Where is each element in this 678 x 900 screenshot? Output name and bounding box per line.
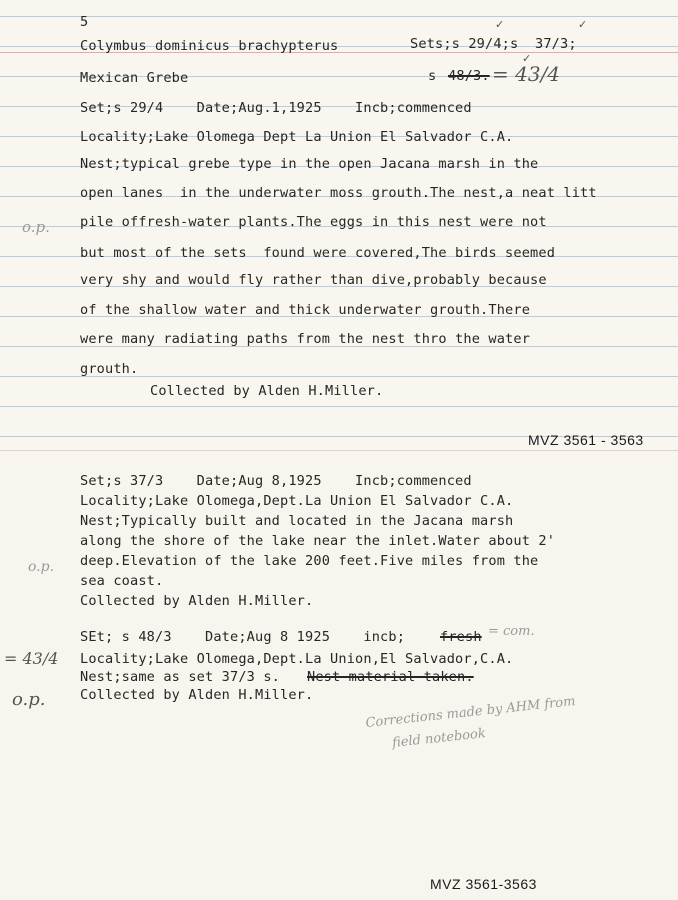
set3-line: Locality;Lake Olomega,Dept.La Union,El Salvador,C.A.: [80, 651, 514, 667]
pencil-correction-note: Corrections made by AHM from: [364, 694, 577, 731]
sets-prefix: s: [428, 68, 437, 84]
corrected-set-number: = 43/4: [492, 62, 561, 86]
body-line: pile offresh-water plants.The eggs in this nest were not: [80, 214, 547, 230]
set3-nest-line: Nest;same as set 37/3 s.: [80, 669, 281, 685]
margin-note: o.p.: [28, 559, 55, 575]
body-line: Nest;typical grebe type in the open Jacana marsh in the: [80, 156, 539, 172]
set2-line: deep.Elevation of the lake 200 feet.Five miles from the: [80, 553, 539, 569]
margin-note: o.p.: [22, 218, 50, 236]
set2-line: sea coast.: [80, 573, 164, 589]
body-line: of the shallow water and thick underwater grouth.There: [80, 302, 531, 318]
struck-set-number: 48/3.: [448, 68, 490, 84]
body-line: grouth.: [80, 361, 139, 377]
set2-line: along the shore of the lake near the inlet.Water about 2': [80, 533, 556, 549]
catalog-number: MVZ 3561-3563: [430, 876, 537, 892]
set3-collector-line: Collected by Alden H.Miller.: [80, 687, 314, 703]
catalog-number: MVZ 3561 - 3563: [528, 432, 644, 448]
sets-header: Sets;s 29/4;s 37/3;: [410, 36, 577, 52]
margin-note: = 43/4: [4, 649, 59, 668]
set2-line: Nest;Typically built and located in the Jacana marsh: [80, 513, 514, 529]
struck-incubation: fresh: [440, 629, 482, 645]
check-mark-icon: ✓: [495, 18, 505, 31]
body-line: Locality;Lake Olomega Dept La Union El Salvador C.A.: [80, 129, 514, 145]
set-line: Set;s 29/4 Date;Aug.1,1925 Incb;commenced: [80, 100, 472, 116]
body-line: but most of the sets found were covered,The birds seemed: [80, 245, 556, 261]
pencil-correction-note: field notebook: [391, 726, 487, 751]
body-line: open lanes in the underwater moss grouth.The nest,a neat litt: [80, 185, 597, 201]
margin-note: o.p.: [12, 689, 46, 710]
set2-collector-line: Collected by Alden H.Miller.: [80, 593, 314, 609]
bottom-specimen-card: [0, 451, 678, 900]
check-mark-icon: ✓: [578, 18, 588, 31]
struck-nest-note: Nest material taken.: [307, 669, 474, 685]
set2-line: Set;s 37/3 Date;Aug 8,1925 Incb;commenced: [80, 473, 472, 489]
set2-line: Locality;Lake Olomega,Dept.La Union El Salvador C.A.: [80, 493, 514, 509]
check-mark-icon: ✓: [522, 52, 532, 65]
body-line: were many radiating paths from the nest thro the water: [80, 331, 531, 347]
handwritten-incubation: = com.: [488, 624, 535, 639]
collector-line: Collected by Alden H.Miller.: [150, 383, 384, 399]
common-name: Mexican Grebe: [80, 70, 189, 86]
body-line: very shy and would fly rather than dive,probably because: [80, 272, 547, 288]
set3-line: SEt; s 48/3 Date;Aug 8 1925 incb;: [80, 629, 406, 645]
species-name: Colymbus dominicus brachypterus: [80, 38, 339, 54]
card-number: 5: [80, 14, 89, 30]
